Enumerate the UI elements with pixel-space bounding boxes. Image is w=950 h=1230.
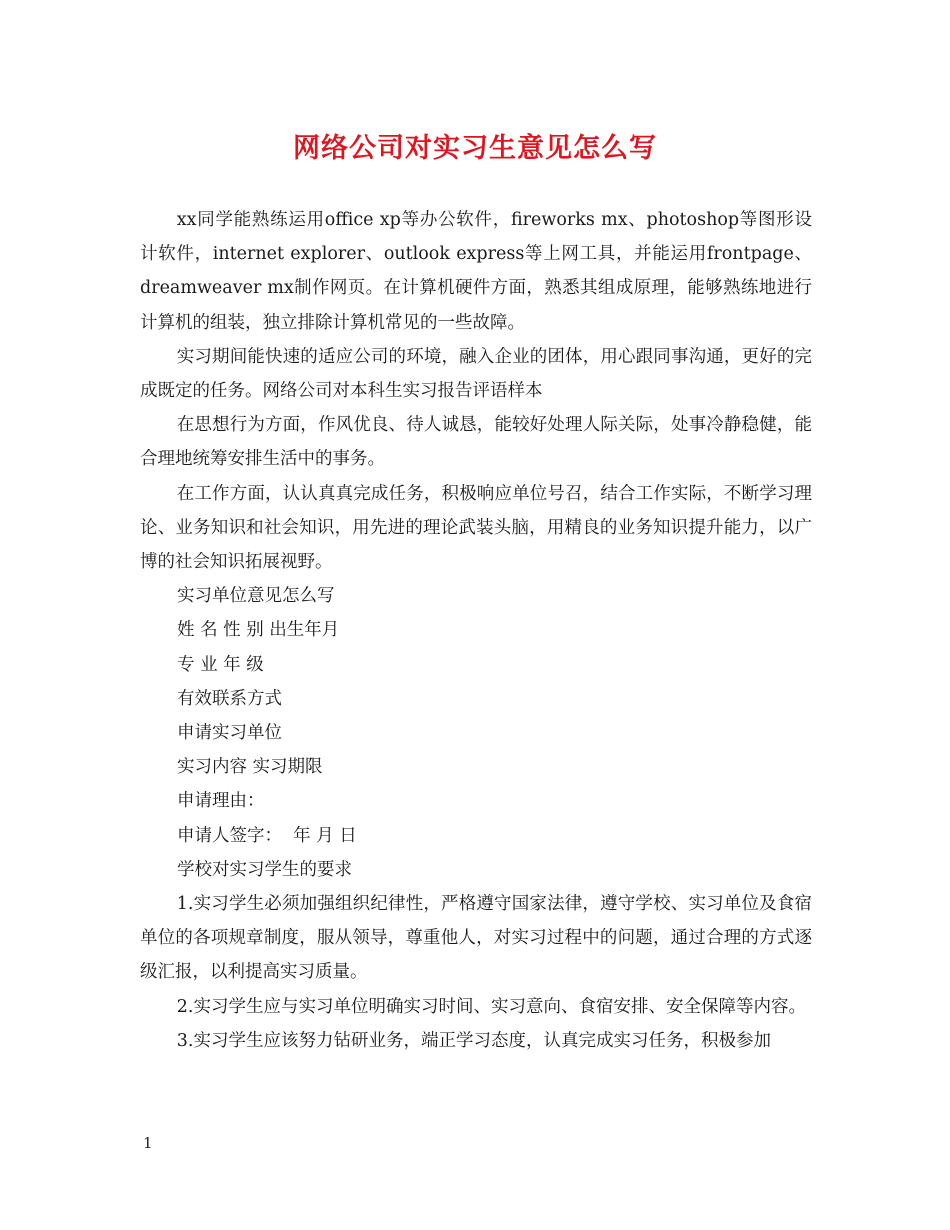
document-body	[140, 203, 812, 1058]
paragraph-work: 在工作方面，认认真真完成任务，积极响应单位号召，结合工作实际，不断学习理论、业务知识和社会知识，用先进的理论武装头脑，用精良的业务知识提升能力，以广博的社会知识拓展视野。	[140, 483, 812, 573]
requirement-item-1: 1.实习学生必须加强组织纪律性，严格遵守国家法律，遵守学校、实习单位及食宿单位的各项规章制度，服从领导，尊重他人，对实习过程中的问题，通过合理的方式逐级汇报，以利提高实习质量。	[140, 894, 812, 983]
page-number: 1	[143, 1134, 153, 1152]
document-title: 网络公司对实习生意见怎么写	[293, 133, 657, 164]
form-row-contact: 有效联系方式	[177, 688, 282, 709]
requirements-heading: 学校对实习学生的要求	[177, 859, 352, 880]
form-row-signature: 申请人签字： 年 月 日	[177, 825, 357, 846]
form-row-name: 姓 名 性 别 出生年月	[177, 620, 340, 641]
requirement-item-3: 3.实习学生应该努力钻研业务，端正学习态度，认真完成实习任务，积极参加	[176, 1030, 771, 1051]
requirement-item-2: 2.实习学生应与实习单位明确实习时间、实习意向、食宿安排、安全保障等内容。	[176, 996, 806, 1017]
form-heading: 实习单位意见怎么写	[177, 586, 335, 607]
paragraph-internship-adaptation: 实习期间能快速的适应公司的环境，融入企业的团体，用心跟同事沟通，更好的完成既定的任务。网络公司对本科生实习报告评语样本	[140, 346, 812, 402]
form-row-unit: 申请实习单位	[177, 723, 282, 744]
form-row-content: 实习内容 实习期限	[177, 757, 323, 778]
paragraph-conduct: 在思想行为方面，作风优良、待人诚恳，能较好处理人际关际，处事冷静稳健，能合理地统筹安排生活中的事务。	[140, 415, 812, 470]
paragraph-software-skills: xx同学能熟练运用office xp等办公软件，fireworks mx、photoshop等图形设计软件，internet explorer、outlook express等上网工具，并能运用frontpage、dreamweaver mx制作网页。在计算机硬件方面，熟悉其组成原理，能够熟练地进行计算机的组装，独立排除计算机常见的一些故障。	[140, 210, 812, 333]
form-row-reason: 申请理由：	[177, 791, 265, 812]
form-row-major: 专 业 年 级	[177, 654, 264, 675]
